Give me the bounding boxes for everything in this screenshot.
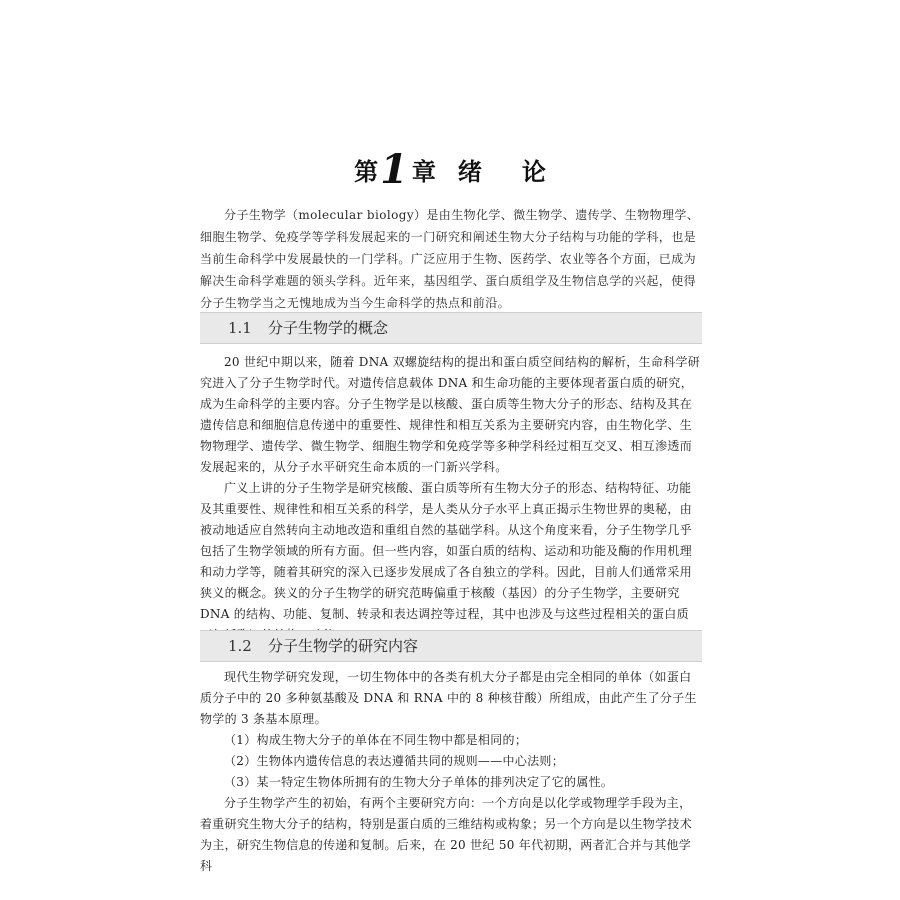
chapter-word: 章: [411, 158, 436, 186]
chapter-title-char-1: 绪: [457, 158, 482, 186]
section-heading-1-1: [200, 312, 702, 344]
principle-item-2: （2）生物体内遗传信息的表达遵循共同的规则——中心法则；: [224, 754, 565, 768]
section-title: 分子生物学的概念: [268, 319, 389, 337]
chapter-title: [0, 146, 900, 193]
section-number: 1.2: [228, 637, 252, 655]
chapter-prefix: 第: [354, 158, 379, 186]
paragraph: 分子生物学产生的初始，有两个主要研究方向：一个方向是以化学或物理学手段为主，着重研究生物大分子的结构，特别是蛋白质的三维结构或构象；另一个方向是以生物学技术为主，研究生物信息的传递和复制。后来，在 20 世纪 50 年代初期，两者汇合并与其他学科: [200, 796, 693, 873]
principle-item-1: （1）构成生物大分子的单体在不同生物中都是相同的；: [224, 733, 528, 747]
chapter-intro: 分子生物学（molecular biology）是由生物化学、微生物学、遗传学、生物物理学、细胞生物学、免疫学等学科发展起来的一门研究和阐述生物大分子结构与功能的学科，也是当前生命科学中发展最快的一门学科。广泛应用于生物、医药学、农业等各个方面，已成为解决生命科学难题的领头学科。近年来，基因组学、蛋白质组学及生物信息学的兴起，使得分子生物学当之无愧地成为当今生命科学的热点和前沿。: [200, 208, 700, 310]
section-title: 分子生物学的研究内容: [268, 637, 419, 655]
section-1-2-body: [200, 667, 702, 877]
section-heading-1-2: [200, 630, 702, 662]
chapter-number: 1: [380, 146, 408, 193]
section-number: 1.1: [228, 319, 252, 337]
paragraph: 20 世纪中期以来，随着 DNA 双螺旋结构的提出和蛋白质空间结构的解析，生命科学研究进入了分子生物学时代。对遗传信息载体 DNA 和生命功能的主要体现者蛋白质的研究，成为生命科学的主要内容。分子生物学是以核酸、蛋白质等生物大分子的形态、结构及其在遗传信息和细胞信息传递中的重要性、规律性和相互关系为主要研究内容，由生物化学、生物物理学、遗传学、微生物学、细胞生物学和免疫学等多种学科经过相互交叉、相互渗透而发展起来的，从分子水平研究生命本质的一门新兴学科。: [200, 355, 701, 474]
paragraph: 广义上讲的分子生物学是研究核酸、蛋白质等所有生物大分子的形态、结构特征、功能及其重要性、规律性和相互关系的科学，是人类从分子水平上真正揭示生物世界的奥秘，由被动地适应自然转向主动地改造和重组自然的基础学科。从这个角度来看，分子生物学几乎包括了生物学领域的所有方面。但一些内容，如蛋白质的结构、运动和功能及酶的作用机理和动力学等，随着其研究的深入已逐步发展成了各自独立的学科。因此，目前人们通常采用狭义的概念。狭义的分子生物学的研究范畴偏重于核酸（基因）的分子生物学，主要研究 DNA 的结构、功能、复制、转录和表达调控等过程，其中也涉及与这些过程相关的蛋白质: [200, 481, 693, 621]
chapter-title-char-2: 论: [521, 158, 546, 186]
principle-item-3: （3）某一特定生物体所拥有的生物大分子单体的排列决定了它的属性。: [224, 775, 614, 789]
section-1-1-body: [200, 352, 702, 646]
paragraph: 现代生物学研究发现，一切生物体中的各类有机大分子都是由完全相同的单体（如蛋白质分子中的 20 多种氨基酸及 DNA 和 RNA 中的 8 种核苷酸）所组成，由此产生了分子生物学的 3 条基本原理。: [200, 670, 697, 726]
